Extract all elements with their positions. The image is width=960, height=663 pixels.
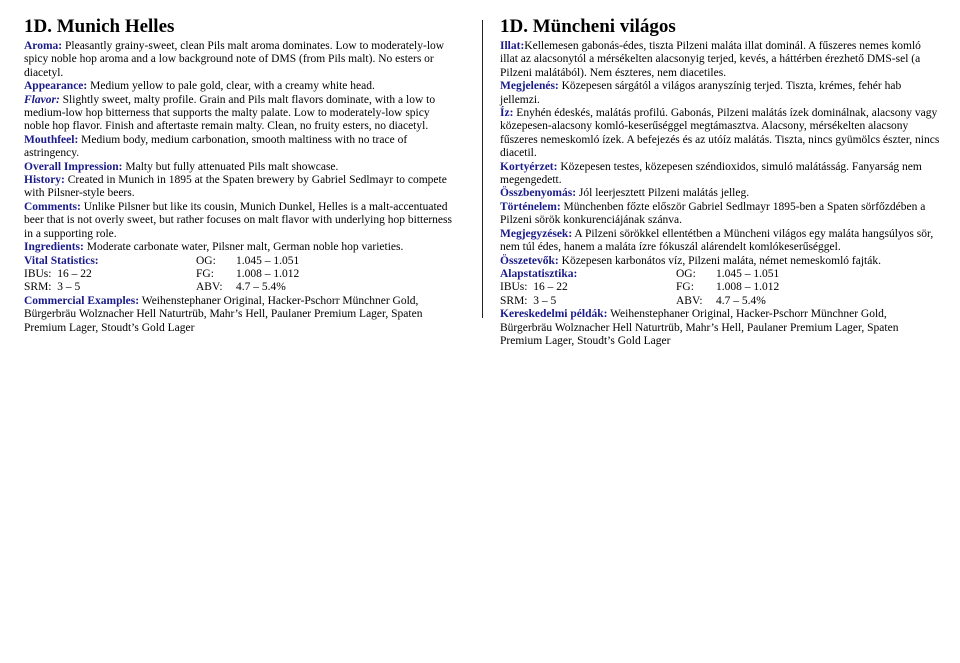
appearance-text: Közepesen sárgától a világos aranyszínig terjed. Tiszta, krémes, fehér hab jellemzi. [500,80,902,106]
history-text: Münchenben főzte először Gabriel Sedlmayr 1895-ben a Spaten sörfőzdében a Pilzeni sörök konkurenciájának szánva. [500,200,926,227]
abv-label: ABV: [676,294,703,307]
mouthfeel-paragraph [500,161,940,188]
flavor-label: Íz: [500,107,514,120]
fg-label: FG: [676,281,694,294]
ingredients-label: Összetevők: [500,254,559,267]
comments-text: Unlike Pilsner but like its cousin, Munich Dunkel, Helles is a malt-accentuated beer that is not overly sweet, but rather focuses on malt flavor with underlying hop bitterness in a supporting role. [24,200,452,240]
srm-label: SRM: [500,294,528,307]
mouthfeel-label: Mouthfeel: [24,133,79,146]
stats-row [500,268,940,281]
ibu-value: 16 – 22 [57,267,92,280]
history-label: History: [24,174,65,187]
overall-label: Összbenyomás: [500,187,577,200]
srm-cell [24,281,196,294]
ingredients-text: Közepesen karbonátos víz, Pilzeni maláta, német nemeskomló fajták. [558,254,881,267]
mouthfeel-label: Kortyérzet: [500,160,558,173]
stats-row [24,255,456,268]
comments-label: Comments: [24,200,81,213]
appearance-label: Appearance: [24,80,88,93]
ibu-label: IBUs: [500,281,528,294]
og-value: 1.045 – 1.051 [716,267,780,280]
aroma-paragraph [500,40,940,80]
comments-paragraph [24,201,456,241]
aroma-label: Aroma: [24,40,63,52]
appearance-text: Medium yellow to pale gold, clear, with a creamy white head. [87,80,375,93]
ibu-value: 16 – 22 [533,281,568,294]
srm-value: 3 – 5 [57,281,81,294]
vital-label: Vital Statistics: [24,254,99,267]
abv-value: 4.7 – 5.4% [716,294,766,307]
history-label: Történelem: [500,200,561,213]
ingredients-paragraph [24,241,456,254]
fg-label: FG: [196,267,214,280]
examples-paragraph [24,295,456,335]
ingredients-label: Ingredients: [24,241,84,254]
og-value: 1.045 – 1.051 [236,254,300,267]
stats-row [500,295,940,308]
flavor-paragraph [24,94,456,134]
history-text: Created in Munich in 1895 at the Spaten brewery by Gabriel Sedlmayr to compete with Pilsner-style beers. [24,174,447,200]
vital-statistics [500,268,940,308]
fg-value: 1.008 – 1.012 [716,281,780,294]
history-paragraph [500,201,940,228]
aroma-label: Illat: [500,40,525,52]
overall-text: Malty but fully attenuated Pils malt showcase. [122,160,339,173]
english-column [24,16,456,335]
stats-row [500,281,940,294]
appearance-paragraph [500,80,940,107]
hungarian-column [500,16,940,348]
og-label: OG: [196,254,216,267]
srm-cell [500,295,676,308]
flavor-text: Enyhén édeskés, malátás profilú. Gabonás, Pilzeni malátás ízek dominálnak, alacsony vagy közepesen-alacsony komló-keserűséggel megtámasztva. Alacsony, mérsékelten alacsony fűszeres nemeskomló ízek. A befejezés és az utóíz malátás. Tiszta, nincs gyümölcs észter, nincs diacetil. [500,107,940,160]
vital-label: Alapstatisztika: [500,267,578,280]
srm-label: SRM: [24,281,52,294]
column-divider [482,20,483,318]
aroma-text: Kellemesen gabonás-édes, tiszta Pilzeni maláta illat dominál. A fűszeres nemes komló illat az alacsonytól a mérsékelten alacsonyig terjed, kevés, a háttérben érezhető DMS-sel (a Pilzeni malátából). Nem észteres, nem diacetiles. [500,40,921,79]
appearance-label: Megjelenés: [500,80,559,93]
vital-statistics [24,255,456,295]
overall-paragraph [24,161,456,174]
flavor-label: Flavor: [24,93,60,106]
examples-label: Commercial Examples: [24,294,140,307]
mouthfeel-text: Közepesen testes, közepesen széndioxidos, simuló malátásság. Fanyarság nem megengedett. [500,160,922,187]
aroma-text: Pleasantly grainy-sweet, clean Pils malt aroma dominates. Low to moderately-low spicy noble hop aroma and a low background note of DMS (from Pils malt). No esters or diacetyl. [24,40,445,79]
stats-row [24,281,456,294]
examples-text: Weihenstephaner Original, Hacker-Pschorr Münchner Gold, Bürgerbräu Wolznacher Hell Naturtrüb, Mahr’s Hell, Paulaner Premium Lager, Spaten Premium Lager, Stoudt’s Gold Lager [500,308,899,347]
srm-value: 3 – 5 [533,294,557,307]
fg-value: 1.008 – 1.012 [236,267,300,280]
ingredients-paragraph [500,255,940,268]
appearance-paragraph [24,80,456,93]
history-paragraph [24,174,456,201]
overall-label: Overall Impression: [24,160,123,173]
examples-paragraph [500,308,940,348]
mouthfeel-paragraph [24,134,456,161]
comments-text: A Pilzeni sörökkel ellentétben a Müncheni világos egy maláta hangsúlyos sör, nem túl édes, hanem a maláta ízre fókuszál alárendelt komlókeserűséggel. [500,227,934,254]
aroma-paragraph [24,40,456,80]
flavor-paragraph [500,107,940,161]
comments-label: Megjegyzések: [500,227,573,240]
abv-label: ABV: [196,281,223,294]
ibu-cell [500,281,676,294]
examples-text: Weihenstephaner Original, Hacker-Pschorr Münchner Gold, Bürgerbräu Wolznacher Hell Naturtrüb, Mahr’s Hell, Paulaner Premium Lager, Spaten Premium Lager, Stoudt’s Gold Lager [24,294,423,334]
og-label: OG: [676,267,696,280]
style-title: 1D. Munich Helles [24,16,175,37]
ibu-label: IBUs: [24,267,52,280]
ingredients-text: Moderate carbonate water, Pilsner malt, German noble hop varieties. [83,241,404,254]
overall-text: Jól leerjesztett Pilzeni malátás jelleg. [576,187,750,200]
ibu-cell [24,268,196,281]
abv-value: 4.7 – 5.4% [236,281,286,294]
comments-paragraph [500,228,940,255]
examples-label: Kereskedelmi példák: [500,308,608,321]
stats-row [24,268,456,281]
mouthfeel-text: Medium body, medium carbonation, smooth maltiness with no trace of astringency. [24,133,408,160]
overall-paragraph [500,187,940,200]
flavor-text: Slightly sweet, malty profile. Grain and Pils malt flavors dominate, with a low to medium-low hop bitterness that supports the malty palate. Low to moderately-low spicy noble hop flavor. Finish and aftertaste remain malty. Clean, no fruity esters, no diacetyl. [24,93,436,133]
style-title: 1D. Müncheni világos [500,16,676,37]
